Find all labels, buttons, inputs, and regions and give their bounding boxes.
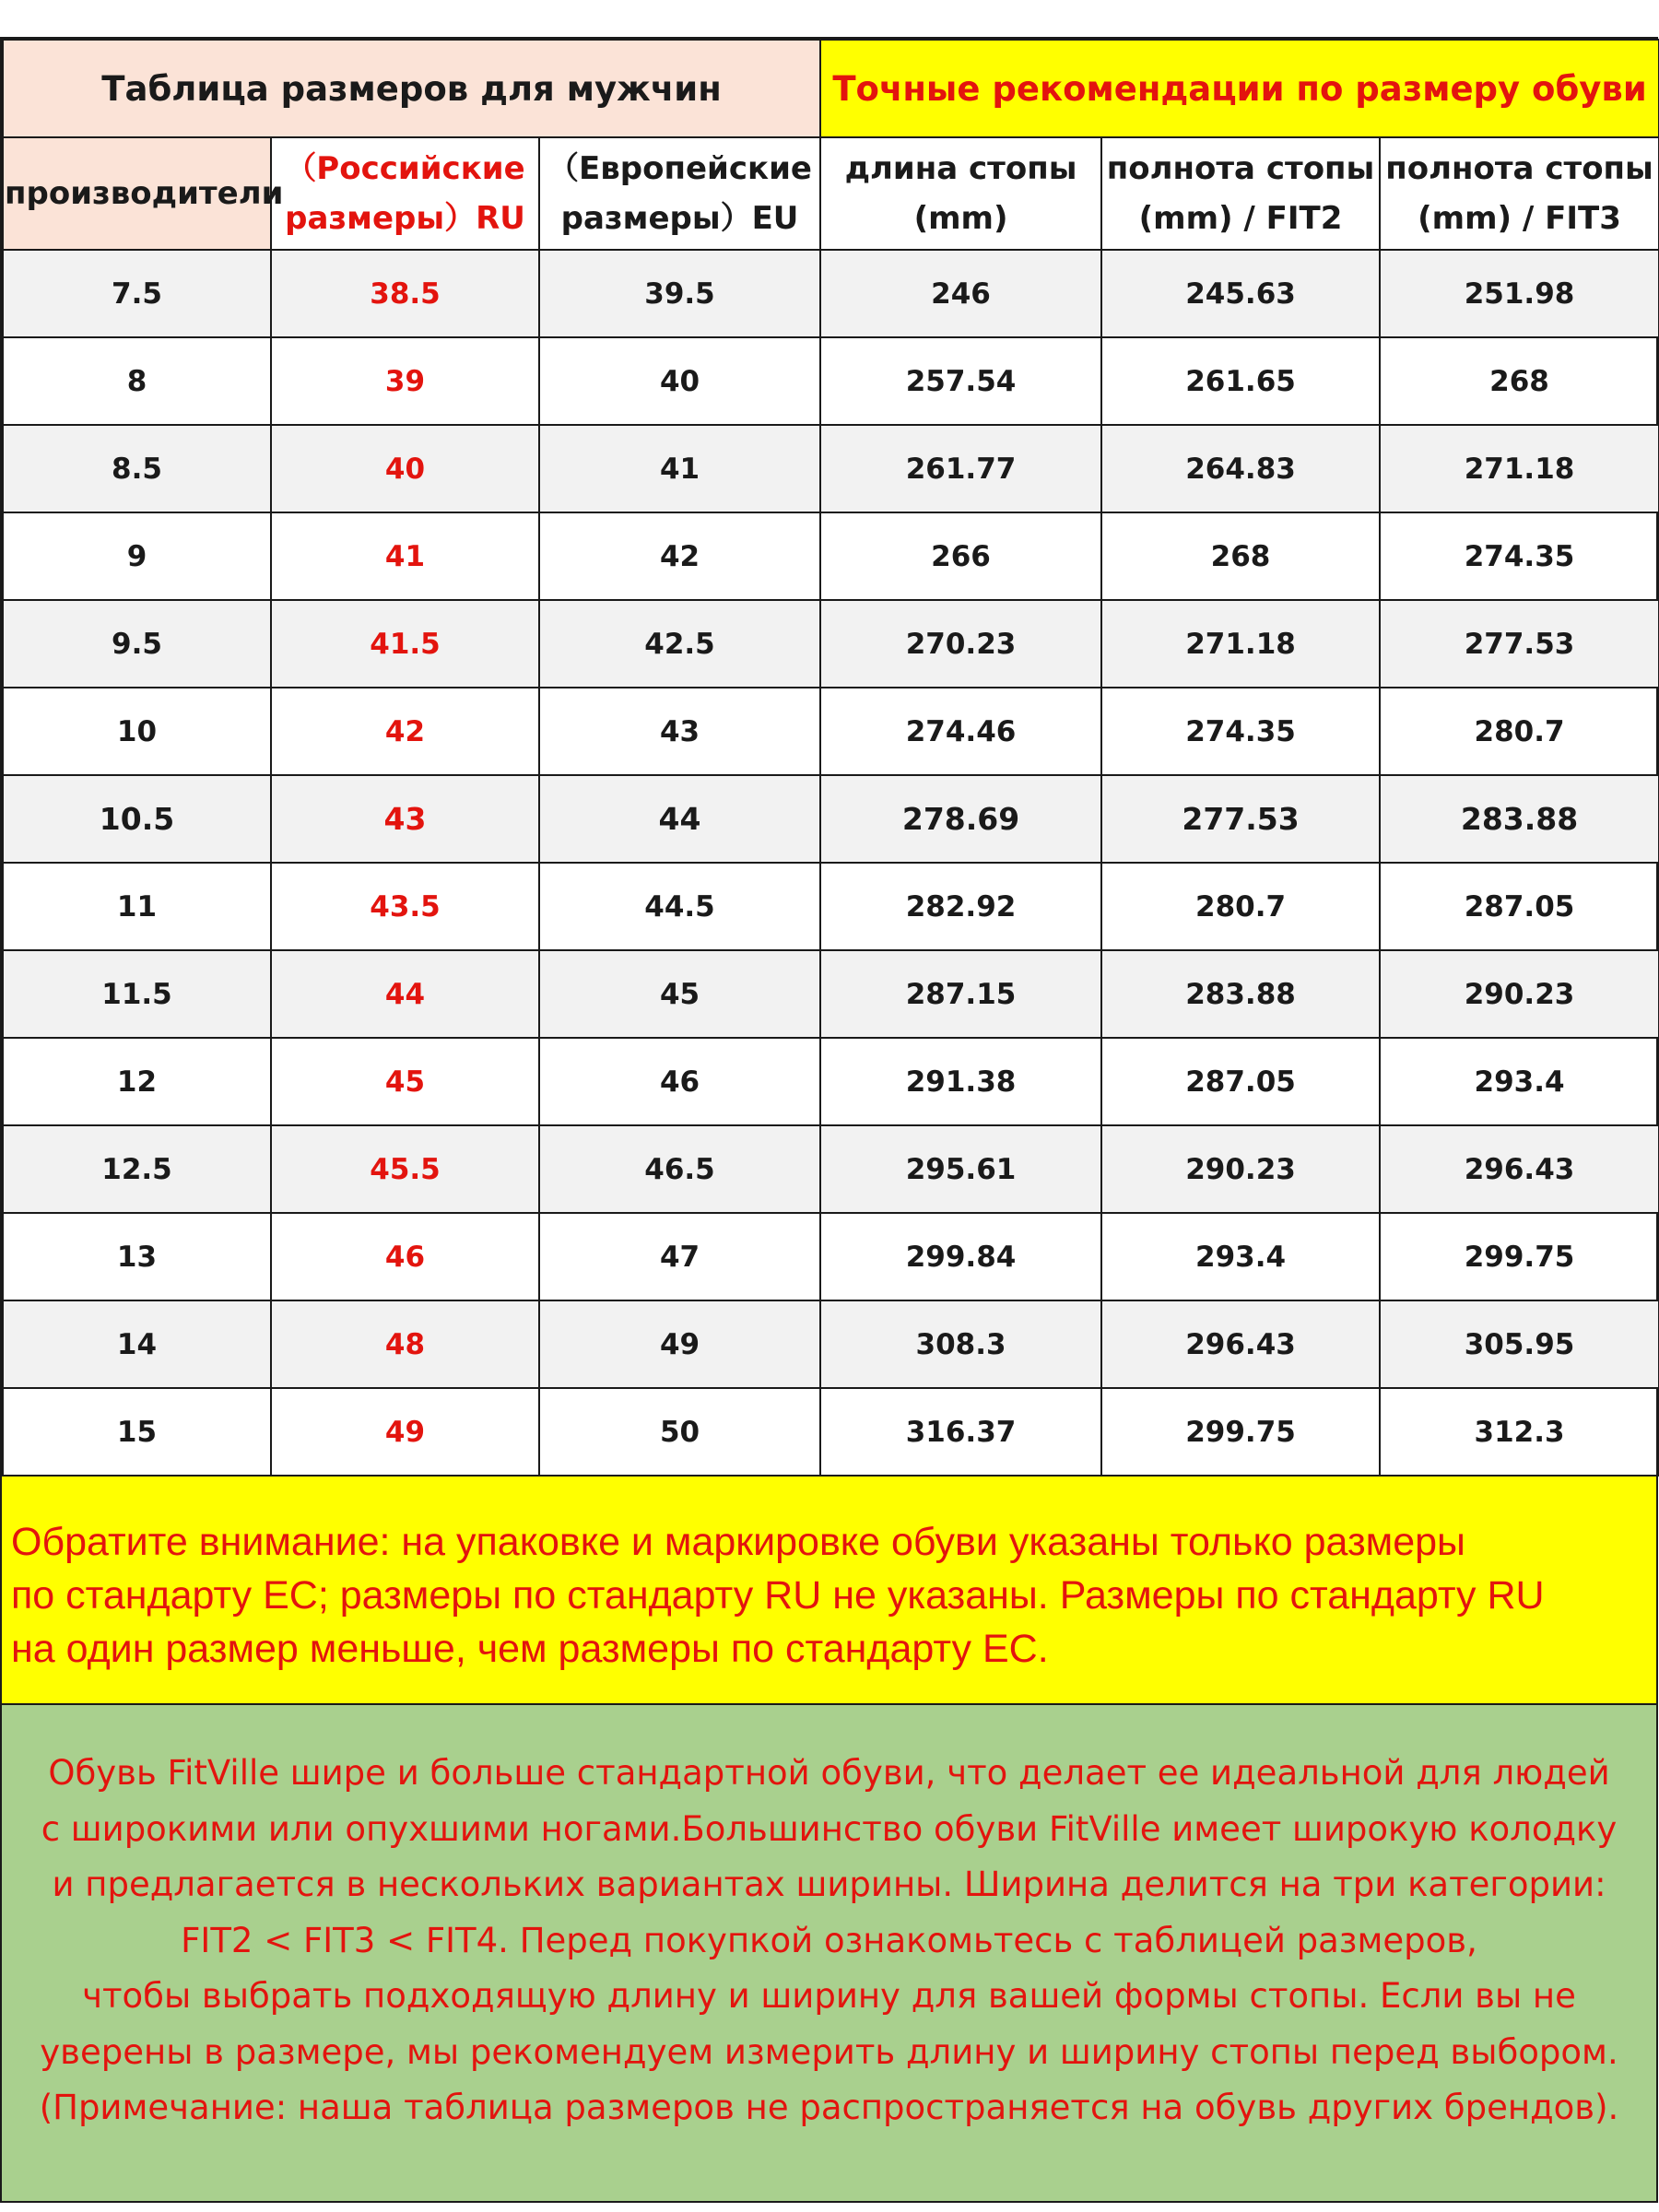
table-title-men: Таблица размеров для мужчин xyxy=(3,40,820,137)
cell-ru-size: 46 xyxy=(271,1213,539,1300)
cell-foot-length: 316.37 xyxy=(820,1388,1101,1476)
header-foot-width-fit2: полнота стопы (mm) / FIT2 xyxy=(1101,137,1380,250)
cell-manufacturer-size: 11.5 xyxy=(3,950,271,1038)
cell-foot-length: 266 xyxy=(820,512,1101,600)
cell-foot-length: 287.15 xyxy=(820,950,1101,1038)
cell-ru-size: 39 xyxy=(271,337,539,425)
cell-manufacturer-size: 11 xyxy=(3,863,271,950)
cell-fit2-width: 293.4 xyxy=(1101,1213,1380,1300)
cell-fit3-width: 287.05 xyxy=(1380,863,1659,950)
cell-manufacturer-size: 12 xyxy=(3,1038,271,1125)
header-foot-length: длина стопы (mm) xyxy=(820,137,1101,250)
cell-eu-size: 41 xyxy=(539,425,820,512)
cell-manufacturer-size: 9.5 xyxy=(3,600,271,688)
cell-manufacturer-size: 12.5 xyxy=(3,1125,271,1213)
cell-manufacturer-size: 8.5 xyxy=(3,425,271,512)
eu-ru-size-notice xyxy=(2,1477,1656,1705)
cell-fit2-width: 299.75 xyxy=(1101,1388,1380,1476)
cell-fit2-width: 280.7 xyxy=(1101,863,1380,950)
cell-eu-size: 49 xyxy=(539,1300,820,1388)
table-row xyxy=(3,337,1659,425)
table-row xyxy=(3,1125,1659,1213)
cell-fit2-width: 274.35 xyxy=(1101,688,1380,775)
cell-eu-size: 44.5 xyxy=(539,863,820,950)
cell-ru-size: 40 xyxy=(271,425,539,512)
cell-eu-size: 47 xyxy=(539,1213,820,1300)
cell-fit3-width: 251.98 xyxy=(1380,250,1659,337)
table-row xyxy=(3,1388,1659,1476)
cell-foot-length: 308.3 xyxy=(820,1300,1101,1388)
cell-foot-length: 274.46 xyxy=(820,688,1101,775)
cell-fit3-width: 312.3 xyxy=(1380,1388,1659,1476)
table-row xyxy=(3,1038,1659,1125)
header-manufacturer: производители xyxy=(3,137,271,250)
header-eu-size: （Европейские размеры）EU xyxy=(539,137,820,250)
cell-fit3-width: 290.23 xyxy=(1380,950,1659,1038)
cell-ru-size: 42 xyxy=(271,688,539,775)
notice-line: на один размер меньше, чем размеры по стандарту ЕС. xyxy=(11,1627,1049,1671)
cell-eu-size: 42 xyxy=(539,512,820,600)
cell-foot-length: 295.61 xyxy=(820,1125,1101,1213)
cell-fit2-width: 290.23 xyxy=(1101,1125,1380,1213)
cell-foot-length: 291.38 xyxy=(820,1038,1101,1125)
cell-manufacturer-size: 7.5 xyxy=(3,250,271,337)
cell-foot-length: 299.84 xyxy=(820,1213,1101,1300)
cell-eu-size: 43 xyxy=(539,688,820,775)
cell-fit2-width: 271.18 xyxy=(1101,600,1380,688)
table-title-recommendations: Точные рекомендации по размеру обуви xyxy=(820,40,1659,137)
table-row xyxy=(3,688,1659,775)
cell-ru-size: 38.5 xyxy=(271,250,539,337)
cell-ru-size: 41.5 xyxy=(271,600,539,688)
cell-fit3-width: 268 xyxy=(1380,337,1659,425)
cell-eu-size: 46.5 xyxy=(539,1125,820,1213)
cell-ru-size: 48 xyxy=(271,1300,539,1388)
table-row xyxy=(3,1300,1659,1388)
cell-eu-size: 45 xyxy=(539,950,820,1038)
table-row xyxy=(3,512,1659,600)
cell-ru-size: 49 xyxy=(271,1388,539,1476)
cell-manufacturer-size: 13 xyxy=(3,1213,271,1300)
cell-foot-length: 282.92 xyxy=(820,863,1101,950)
header-foot-width-fit3: полнота стопы (mm) / FIT3 xyxy=(1380,137,1659,250)
table-row xyxy=(3,600,1659,688)
cell-fit3-width: 274.35 xyxy=(1380,512,1659,600)
cell-eu-size: 42.5 xyxy=(539,600,820,688)
cell-foot-length: 261.77 xyxy=(820,425,1101,512)
cell-fit3-width: 296.43 xyxy=(1380,1125,1659,1213)
cell-eu-size: 46 xyxy=(539,1038,820,1125)
table-row xyxy=(3,775,1659,863)
cell-fit3-width: 293.4 xyxy=(1380,1038,1659,1125)
info-line: чтобы выбрать подходящую длину и ширину для вашей формы стопы. Если вы не xyxy=(82,1976,1576,2016)
info-line: с широкими или опухшими ногами.Большинство обуви FitVille имеет широкую колодку xyxy=(41,1808,1618,1849)
header-row xyxy=(3,137,1659,250)
size-table xyxy=(2,39,1659,1477)
cell-eu-size: 50 xyxy=(539,1388,820,1476)
cell-fit3-width: 277.53 xyxy=(1380,600,1659,688)
cell-ru-size: 41 xyxy=(271,512,539,600)
cell-fit3-width: 299.75 xyxy=(1380,1213,1659,1300)
cell-manufacturer-size: 10 xyxy=(3,688,271,775)
cell-ru-size: 43.5 xyxy=(271,863,539,950)
cell-foot-length: 257.54 xyxy=(820,337,1101,425)
cell-manufacturer-size: 9 xyxy=(3,512,271,600)
info-line: FIT2 < FIT3 < FIT4. Перед покупкой ознакомьтесь с таблицей размеров, xyxy=(181,1920,1477,1960)
cell-fit3-width: 283.88 xyxy=(1380,775,1659,863)
info-line: Обувь FitVille шире и больше стандартной обуви, что делает ее идеальной для людей xyxy=(48,1753,1610,1793)
cell-fit3-width: 280.7 xyxy=(1380,688,1659,775)
table-row xyxy=(3,1213,1659,1300)
cell-foot-length: 270.23 xyxy=(820,600,1101,688)
cell-fit2-width: 245.63 xyxy=(1101,250,1380,337)
fitville-width-info xyxy=(2,1705,1656,2203)
cell-fit3-width: 271.18 xyxy=(1380,425,1659,512)
cell-ru-size: 45 xyxy=(271,1038,539,1125)
cell-eu-size: 40 xyxy=(539,337,820,425)
cell-fit2-width: 296.43 xyxy=(1101,1300,1380,1388)
cell-ru-size: 45.5 xyxy=(271,1125,539,1213)
cell-fit3-width: 305.95 xyxy=(1380,1300,1659,1388)
cell-foot-length: 278.69 xyxy=(820,775,1101,863)
table-row xyxy=(3,250,1659,337)
cell-manufacturer-size: 15 xyxy=(3,1388,271,1476)
cell-fit2-width: 268 xyxy=(1101,512,1380,600)
cell-fit2-width: 287.05 xyxy=(1101,1038,1380,1125)
size-chart-sheet xyxy=(0,37,1658,2203)
cell-manufacturer-size: 14 xyxy=(3,1300,271,1388)
table-row xyxy=(3,863,1659,950)
table-row xyxy=(3,950,1659,1038)
cell-eu-size: 39.5 xyxy=(539,250,820,337)
header-ru-size: （Российские размеры）RU xyxy=(271,137,539,250)
cell-fit2-width: 264.83 xyxy=(1101,425,1380,512)
info-line: (Примечание: наша таблица размеров не распространяется на обувь других брендов). xyxy=(39,2088,1619,2127)
cell-eu-size: 44 xyxy=(539,775,820,863)
cell-fit2-width: 277.53 xyxy=(1101,775,1380,863)
cell-ru-size: 44 xyxy=(271,950,539,1038)
cell-manufacturer-size: 10.5 xyxy=(3,775,271,863)
cell-manufacturer-size: 8 xyxy=(3,337,271,425)
table-row xyxy=(3,425,1659,512)
notice-line: Обратите внимание: на упаковке и маркировке обуви указаны только размеры xyxy=(11,1520,1465,1564)
cell-foot-length: 246 xyxy=(820,250,1101,337)
cell-ru-size: 43 xyxy=(271,775,539,863)
info-line: уверены в размере, мы рекомендуем измерить длину и ширину стопы перед выбором. xyxy=(40,2031,1618,2072)
cell-fit2-width: 283.88 xyxy=(1101,950,1380,1038)
cell-fit2-width: 261.65 xyxy=(1101,337,1380,425)
notice-line: по стандарту ЕС; размеры по стандарту RU не указаны. Размеры по стандарту RU xyxy=(11,1573,1545,1618)
info-line: и предлагается в нескольких вариантах ширины. Ширина делится на три категории: xyxy=(52,1865,1606,1904)
